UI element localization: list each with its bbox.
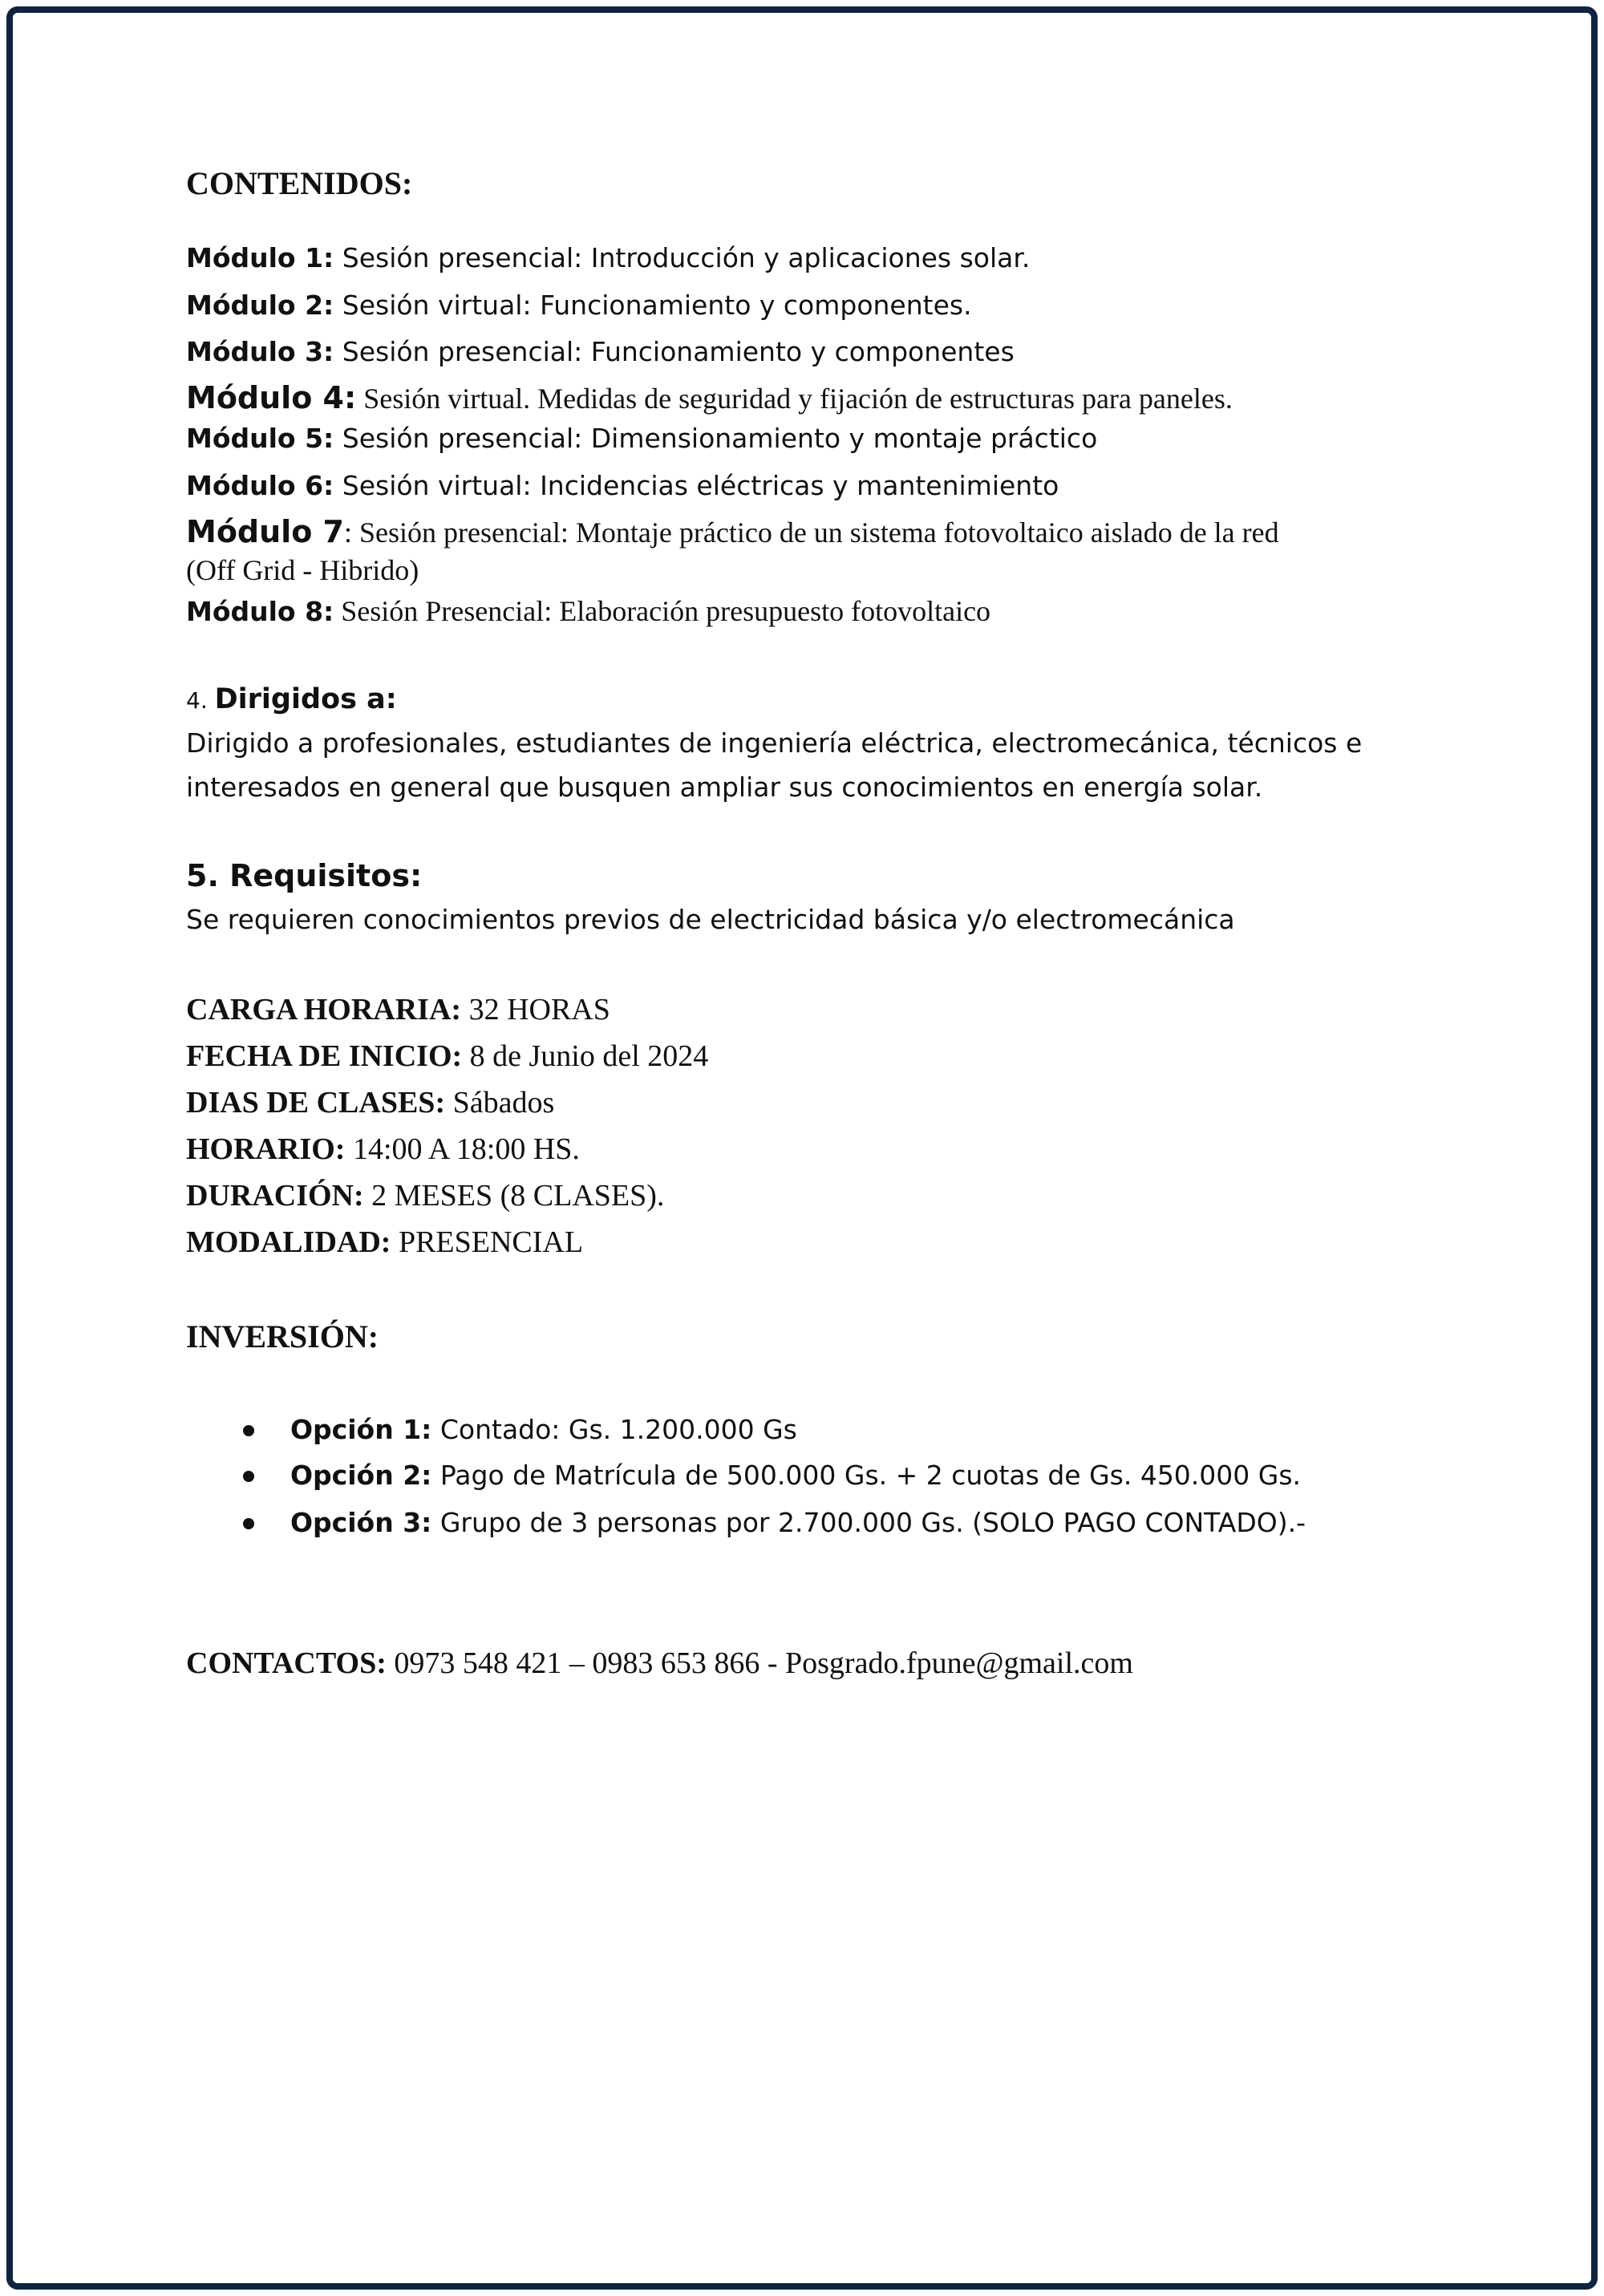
bullet-icon — [243, 1518, 254, 1529]
info-label: MODALIDAD: — [186, 1225, 391, 1259]
section-title: Dirigidos a: — [214, 683, 397, 715]
inversion-option-3 — [290, 1507, 1306, 1538]
module-label: Módulo 4: — [186, 380, 357, 415]
info-carga-horaria — [186, 992, 610, 1027]
option-label: Opción 3: — [290, 1507, 432, 1538]
module-label: Módulo 5: — [186, 423, 334, 454]
module-text: : Sesión presencial: Montaje práctico de un sistema fotovoltaico aislado de la red — [343, 516, 1279, 549]
module-4 — [186, 380, 1233, 415]
dirigidos-line-2: interesados en general que busquen ampliar sus conocimientos en energía solar. — [186, 771, 1263, 803]
inversion-option-2 — [290, 1460, 1301, 1491]
module-8 — [186, 594, 990, 628]
module-text: Sesión presencial: Funcionamiento y componentes — [334, 336, 1015, 367]
module-text: Sesión virtual. Medidas de seguridad y fijación de estructuras para paneles. — [356, 383, 1233, 415]
info-value: 14:00 A 18:00 HS. — [345, 1132, 580, 1166]
bullet-icon — [243, 1471, 254, 1482]
info-duracion — [186, 1178, 664, 1213]
module-label: Módulo 6: — [186, 470, 334, 501]
module-7-continued — [186, 553, 419, 587]
module-label: Módulo 1: — [186, 242, 334, 273]
module-5 — [186, 423, 1097, 454]
option-text: Contado: Gs. 1.200.000 Gs — [431, 1414, 797, 1445]
option-label: Opción 1: — [290, 1414, 432, 1445]
info-value: 2 MESES (8 CLASES). — [363, 1179, 665, 1213]
info-modalidad — [186, 1225, 583, 1260]
dirigidos-line-1: Dirigido a profesionales, estudiantes de ingeniería eléctrica, electromecánica, técnicos e — [186, 727, 1363, 759]
info-label: DURACIÓN: — [186, 1179, 364, 1213]
module-text: Sesión Presencial: Elaboración presupuesto fotovoltaico — [334, 595, 991, 627]
module-2 — [186, 290, 972, 321]
module-3 — [186, 336, 1015, 367]
module-text: Sesión virtual: Funcionamiento y componentes. — [334, 290, 972, 321]
info-value: 32 HORAS — [461, 993, 610, 1027]
info-label: HORARIO: — [186, 1132, 346, 1166]
module-text: (Off Grid - Hibrido) — [186, 554, 419, 586]
contenidos-heading: CONTENIDOS: — [186, 165, 413, 201]
section-number: 4. — [186, 687, 215, 714]
info-dias-clases — [186, 1085, 554, 1120]
contactos — [186, 1646, 1133, 1681]
module-7 — [186, 514, 1279, 549]
info-label: FECHA DE INICIO: — [186, 1039, 463, 1073]
module-1 — [186, 242, 1030, 273]
inversion-heading: INVERSIÓN: — [186, 1318, 379, 1355]
module-label: Módulo 8: — [186, 596, 334, 627]
info-label: DIAS DE CLASES: — [186, 1086, 446, 1120]
module-text: Sesión presencial: Dimensionamiento y montaje práctico — [334, 423, 1098, 454]
module-label: Módulo 2: — [186, 290, 334, 321]
contactos-value: 0973 548 421 – 0983 653 866 - Posgrado.fpune@gmail.com — [386, 1646, 1133, 1680]
requisitos-heading: 5. Requisitos: — [186, 858, 423, 893]
info-horario — [186, 1132, 580, 1167]
contactos-label: CONTACTOS: — [186, 1646, 387, 1680]
dirigidos-heading — [186, 683, 397, 715]
module-text: Sesión presencial: Introducción y aplicaciones solar. — [334, 242, 1031, 273]
info-value: Sábados — [445, 1086, 555, 1120]
option-text: Grupo de 3 personas por 2.700.000 Gs. (SOLO PAGO CONTADO).- — [431, 1507, 1306, 1538]
module-6 — [186, 470, 1059, 501]
requisitos-text: Se requieren conocimientos previos de electricidad básica y/o electromecánica — [186, 904, 1235, 935]
module-text: Sesión virtual: Incidencias eléctricas y mantenimiento — [334, 470, 1059, 501]
bullet-icon — [243, 1425, 254, 1436]
info-value: 8 de Junio del 2024 — [462, 1039, 709, 1073]
module-label: Módulo 3: — [186, 336, 334, 367]
info-fecha-inicio — [186, 1039, 708, 1074]
option-label: Opción 2: — [290, 1460, 432, 1491]
info-label: CARGA HORARIA: — [186, 993, 462, 1027]
module-label: Módulo 7 — [186, 514, 344, 549]
option-text: Pago de Matrícula de 500.000 Gs. + 2 cuotas de Gs. 450.000 Gs. — [431, 1460, 1302, 1491]
info-value: PRESENCIAL — [391, 1225, 584, 1259]
inversion-option-1 — [290, 1414, 797, 1445]
